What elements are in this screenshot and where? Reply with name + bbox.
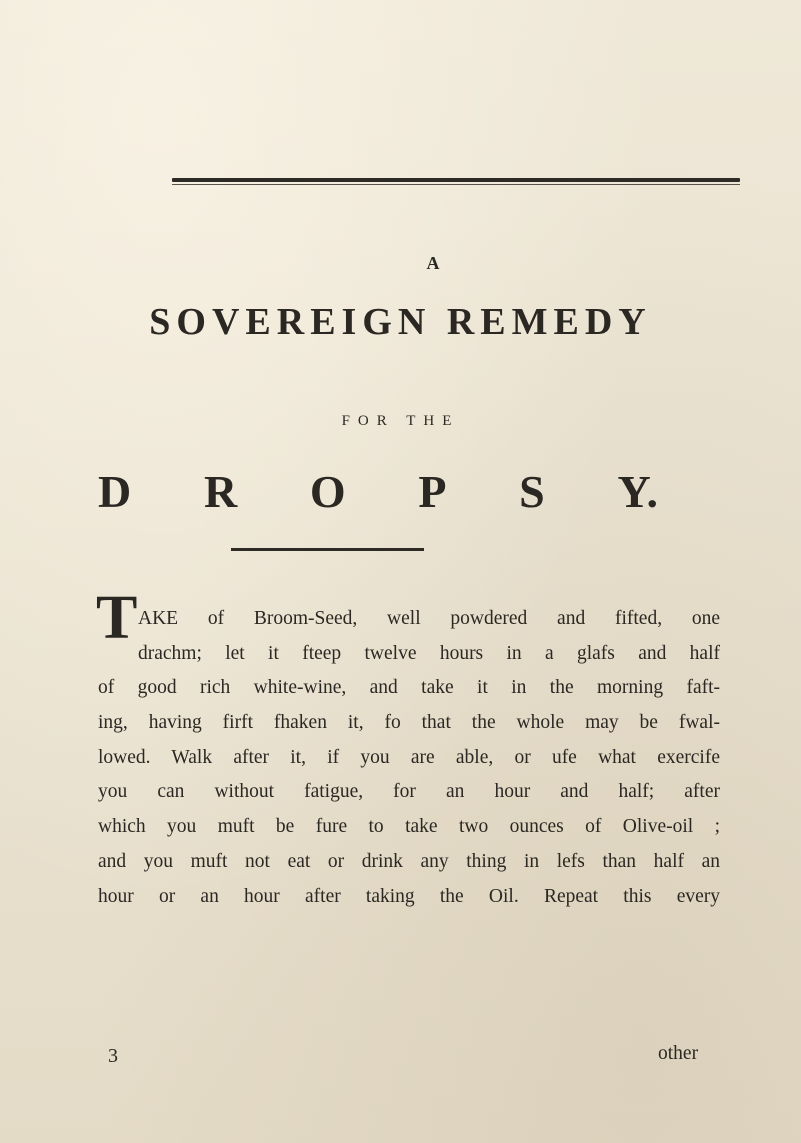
disease-letter: P [418,466,447,517]
body-line: and you muft not eat or drink any thing in lefs than half an [98,850,720,872]
body-line: you can without fatigue, for an hour and half; after [98,781,720,803]
disease-letter: Y. [617,466,658,517]
disease-letter: S [519,466,545,517]
top-rule [172,178,740,182]
body-line: which you muft be fure to take two ounces of Olive-oil ; [98,816,720,838]
body-line: ing, having firft fhaken it, fo that the whole may be fwal- [98,712,720,734]
section-rule [231,548,424,551]
heading-article: A [426,253,440,273]
drop-cap: T [96,584,138,652]
body-line-first: AKE of Broom-Seed, well powdered and fifted, one [138,608,720,629]
body-line: drachm; let it fteep twelve hours in a glafs and half [138,642,720,664]
catchword: other [658,1043,699,1064]
disease-letter: R [203,466,238,517]
signature-mark: 3 [108,1045,118,1067]
body-text [98,602,720,914]
disease-letter: O [309,466,346,517]
body-line: lowed. Walk after it, if you are able, or ufe what exercife [98,746,720,768]
body-line: hour or an hour after taking the Oil. Repeat this every [98,885,720,907]
body-line: of good rich white-wine, and take it in the morning faft- [98,677,720,699]
disease-letter: D [98,466,132,517]
page-subtitle: FOR THE [341,413,460,429]
disease-heading [98,465,658,518]
page-title: SOVEREIGN REMEDY [149,301,652,343]
